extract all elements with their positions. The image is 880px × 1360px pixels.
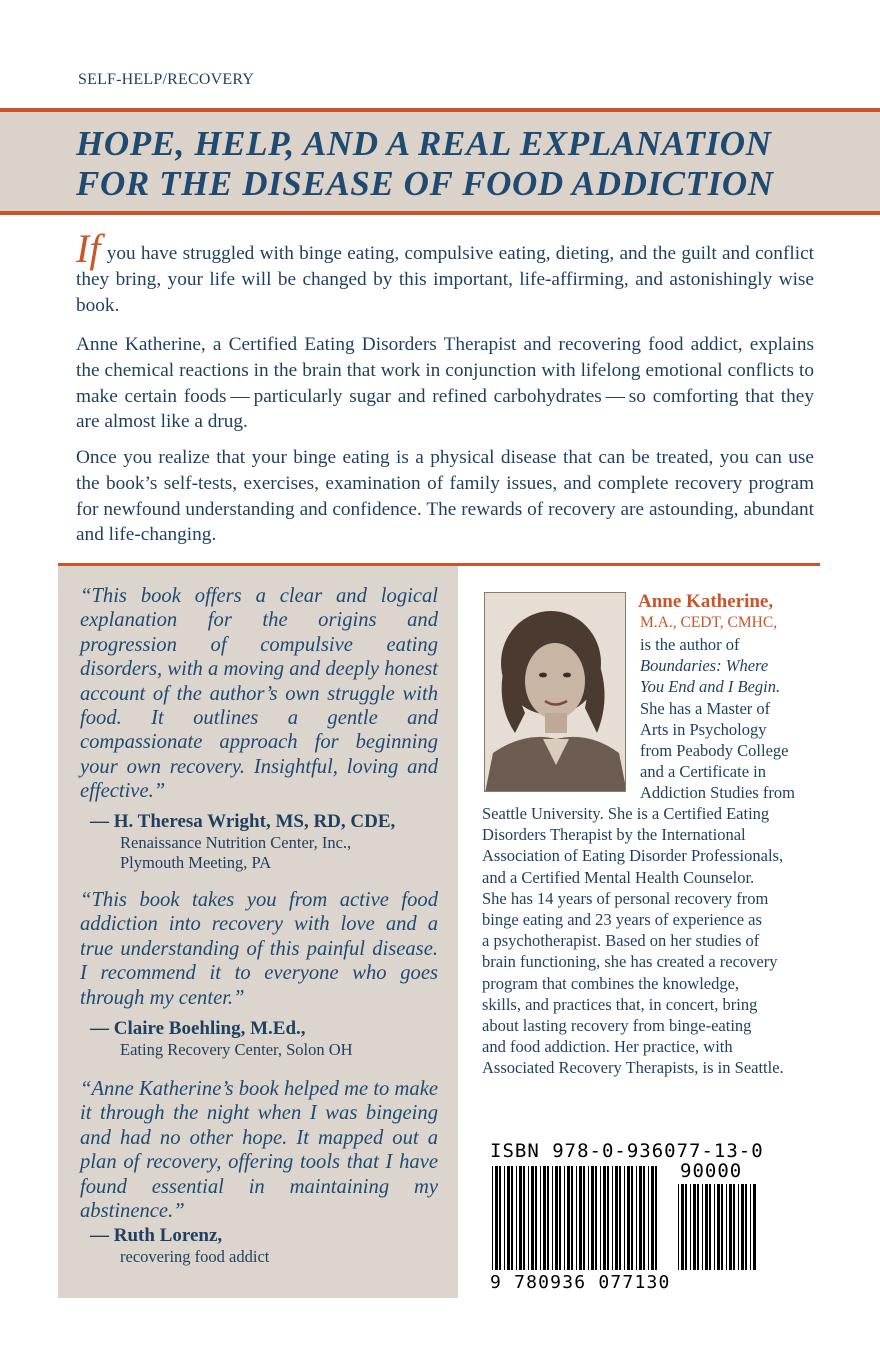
bio-line: and a Certificate in — [640, 762, 766, 782]
testimonial-author: — H. Theresa Wright, MS, RD, CDE, — [90, 811, 396, 832]
bio-line: She has 14 years of personal recovery from — [482, 888, 769, 908]
testimonial-author: — Ruth Lorenz, — [90, 1225, 223, 1246]
bio-line: Disorders Therapist by the International — [482, 825, 746, 845]
bio-line: Association of Eating Disorder Professionals, — [482, 846, 784, 866]
author-bio-bottom — [482, 803, 822, 1079]
headline-line-1: HOPE, HELP, AND A REAL EXPLANATION — [76, 124, 772, 163]
testimonial-attribution — [90, 1226, 269, 1267]
testimonial-attribution — [90, 812, 395, 874]
bio-line: program that combines the knowledge, — [482, 973, 740, 993]
testimonial-location: Plymouth Meeting, PA — [120, 853, 272, 872]
testimonial-affiliation: recovering food addict — [120, 1246, 270, 1266]
bio-line: and a Certified Mental Health Counselor. — [482, 867, 755, 887]
drop-cap: If — [76, 226, 101, 271]
bio-line: about lasting recovery from binge-eating — [482, 1016, 752, 1036]
headline-line-2: FOR THE DISEASE OF FOOD ADDICTION — [76, 164, 774, 203]
bio-line: a psychotherapist. Based on her studies of — [482, 931, 760, 951]
author-credentials: M.A., CEDT, CMHC, — [640, 614, 778, 631]
bio-line: and food addiction. Her practice, with — [482, 1037, 733, 1057]
isbn-number: ISBN 978-0-936077-13-0 — [490, 1140, 764, 1162]
testimonial-quote: “This book takes you from active food addiction into recovery with love and a true understanding of this painful disease. I recommend it to everyone who goes through my center.” — [80, 889, 438, 1009]
testimonial-affiliation: Eating Recovery Center, Solon OH — [120, 1039, 353, 1059]
testimonial-affiliation: Renaissance Nutrition Center, Inc., — [120, 832, 352, 852]
book-title: Boundaries: Where — [640, 656, 769, 676]
bio-line: She has a Master of — [640, 698, 771, 718]
isbn-barcode — [482, 1138, 762, 1298]
bio-line: is the author of — [640, 635, 740, 654]
bio-line: Associated Recovery Therapists, is in Seattle. — [482, 1058, 784, 1078]
testimonials-panel — [58, 566, 458, 1298]
barcode-digits: 9 780936 077130 — [490, 1272, 671, 1293]
testimonial-quote: “Anne Katherine’s book helped me to make it through the night when I was bingeing and had no other hope. It mapped out a plan of recovery, offering tools that I have found essential in maintaining my abstinence.” — [80, 1078, 438, 1223]
intro-paragraph-3: Once you realize that your binge eating is a physical disease that can be treated, you can use the book’s self-tests, exercises, examination of family issues, and complete recovery program for newfound understanding and confidence. The rewards of recovery are astounding, abundant and life-changing. — [76, 447, 814, 546]
bio-line: brain functioning, she has created a recovery — [482, 952, 778, 972]
intro-paragraph-1 — [76, 226, 814, 318]
testimonial-author: — Claire Boehling, M.Ed., — [90, 1018, 306, 1039]
category-label: SELF-HELP/RECOVERY — [78, 71, 255, 88]
intro-paragraph-1-text: you have struggled with binge eating, compulsive eating, dieting, and the guilt and conflict they bring, your life will be changed by this important, life-affirming, and astonishingly wise book. — [76, 243, 814, 316]
author-photo — [484, 592, 626, 792]
headline-banner — [0, 108, 880, 215]
author-portrait-icon — [485, 593, 626, 792]
book-title: You End and I Begin. — [640, 677, 781, 697]
bio-line: binge eating and 23 years of experience as — [482, 910, 762, 930]
bio-line: from Peabody College — [640, 741, 789, 761]
testimonial-attribution — [90, 1019, 353, 1060]
bio-line: Seattle University. She is a Certified Eating — [482, 804, 770, 823]
intro-paragraph-2: Anne Katherine, a Certified Eating Disorders Therapist and recovering food addict, explains the chemical reactions in the brain that work in conjunction with lifelong emotional conflicts to make certain foods — particularly sugar and refined carbohydrates — so comforting that they are almost like a drug. — [76, 334, 814, 433]
bio-line: Addiction Studies from — [640, 783, 795, 803]
price-code: 90000 — [680, 1160, 743, 1182]
bio-line: skills, and practices that, in concert, bring — [482, 994, 758, 1014]
author-bio-top — [640, 634, 820, 804]
bio-line: Arts in Psychology — [640, 719, 767, 739]
author-name: Anne Katherine, — [638, 591, 774, 612]
testimonial-quote: “This book offers a clear and logical explanation for the origins and progression of compulsive eating disorders, with a moving and deeply honest account of the author’s own struggle with food. It outlines a gentle and compassionate approach for beginning your own recovery. Insightful, loving and effective.” — [80, 585, 438, 803]
